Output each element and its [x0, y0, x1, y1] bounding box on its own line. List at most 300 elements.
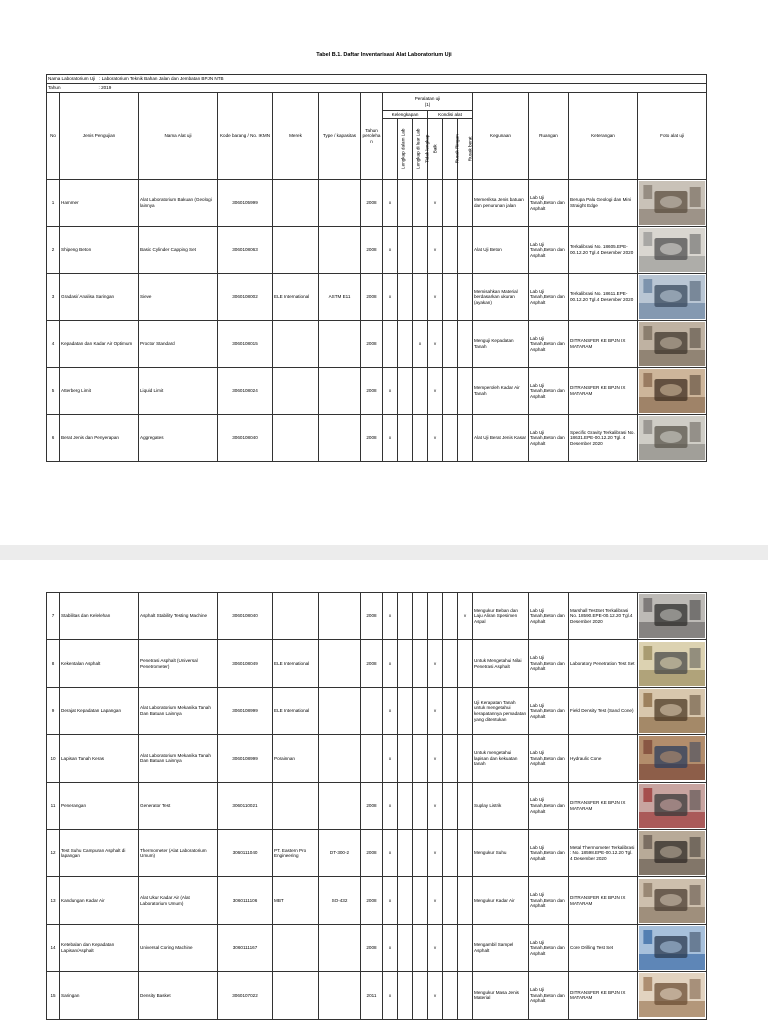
- lengkap-lab-cell: x: [383, 274, 398, 321]
- rusak-berat-cell: [458, 180, 473, 227]
- row-number: 14: [47, 924, 60, 971]
- photo-cell: [638, 924, 707, 971]
- header-tahun: Tahun perolehan: [361, 93, 383, 180]
- tahun-cell: 2008: [361, 877, 383, 924]
- kegunaan-cell: Suplay Listrik: [473, 782, 529, 829]
- jenis-pengujian-cell: Kekentalan Asphalt: [60, 640, 139, 687]
- sieve-photo: [639, 275, 705, 319]
- nama-alat-cell: Generator Test: [139, 782, 218, 829]
- baik-cell: [428, 593, 443, 640]
- rusak-ringan-cell: [443, 782, 458, 829]
- keterangan-cell: Core Drilling Test Set: [569, 924, 638, 971]
- header-kode-barang: Kode barang / No. IKMN: [218, 93, 273, 180]
- photo-cell: [638, 829, 707, 876]
- kode-barang-cell: 3060108002: [218, 274, 273, 321]
- type-cell: [319, 735, 361, 782]
- tidak-lengkap-cell: x: [413, 321, 428, 368]
- nama-alat-cell: Sieve: [139, 274, 218, 321]
- nama-alat-cell: Universal Coring Machine: [139, 924, 218, 971]
- lengkap-lab-cell: [383, 321, 398, 368]
- kegunaan-cell: Memperoleh Kadar Air Tanah: [473, 368, 529, 415]
- specific-gravity-photo: [639, 416, 705, 460]
- kode-barang-cell: 3060105999: [218, 180, 273, 227]
- lengkap-lab-cell: x: [383, 782, 398, 829]
- tidak-lengkap-cell: [413, 415, 428, 462]
- ruangan-cell: Lab Uji Tanah,Beton dan Asphalt: [529, 180, 569, 227]
- baik-cell: v: [428, 924, 443, 971]
- keterangan-cell: DITRANSFER KE BPJN IX MATARAM: [569, 972, 638, 1019]
- rusak-berat-cell: [458, 687, 473, 734]
- lengkap-lab-cell: x: [383, 415, 398, 462]
- rusak-berat-cell: [458, 924, 473, 971]
- kode-barang-cell: 3060108024: [218, 368, 273, 415]
- table-row: [47, 972, 707, 1019]
- lengkap-lab-cell: x: [383, 227, 398, 274]
- header-foto: Foto alat uji: [638, 93, 707, 180]
- hydraulic-cone-photo: [639, 736, 705, 780]
- table-row: [47, 227, 707, 274]
- lengkap-lab-cell: x: [383, 180, 398, 227]
- rusak-ringan-cell: [443, 972, 458, 1019]
- header-peralatan-uji: Peralatan uji (1): [383, 93, 473, 111]
- jenis-pengujian-cell: Kepadatan dan Kadar Air Optimum: [60, 321, 139, 368]
- lengkap-luar-cell: [398, 640, 413, 687]
- table-row: [47, 924, 707, 971]
- inventory-table-page-1: [46, 74, 707, 462]
- header-type: Type / kapasitas: [319, 93, 361, 180]
- header-keterangan: Keterangan: [569, 93, 638, 180]
- jenis-pengujian-cell: Test Suhu Campuran Asphalt di lapangan: [60, 829, 139, 876]
- merek-cell: [273, 180, 319, 227]
- merek-cell: [273, 593, 319, 640]
- photo-cell: [638, 415, 707, 462]
- kegunaan-cell: Alat Uji Berat Jenis Kasar: [473, 415, 529, 462]
- nama-alat-cell: Penetrasi Asphalt (Universal Penetrometer): [139, 640, 218, 687]
- rusak-ringan-cell: [443, 735, 458, 782]
- header-rusak-berat: Rusak berat: [458, 119, 473, 180]
- ruangan-cell: Lab Uji Tanah,Beton dan Asphalt: [529, 640, 569, 687]
- jenis-pengujian-cell: Derajat Kepadatan Lapangan: [60, 687, 139, 734]
- ruangan-cell: Lab Uji Tanah,Beton dan Asphalt: [529, 415, 569, 462]
- tidak-lengkap-cell: [413, 924, 428, 971]
- photo-cell: [638, 782, 707, 829]
- jenis-pengujian-cell: Shipeng Beton: [60, 227, 139, 274]
- rusak-berat-cell: v: [458, 593, 473, 640]
- keterangan-cell: Hydraulic Cone: [569, 735, 638, 782]
- row-number: 13: [47, 877, 60, 924]
- type-cell: [319, 782, 361, 829]
- lengkap-luar-cell: [398, 782, 413, 829]
- ruangan-cell: Lab Uji Tanah,Beton dan Asphalt: [529, 972, 569, 1019]
- ruangan-cell: Lab Uji Tanah,Beton dan Asphalt: [529, 877, 569, 924]
- baik-cell: v: [428, 782, 443, 829]
- tidak-lengkap-cell: [413, 829, 428, 876]
- row-number: 3: [47, 274, 60, 321]
- nama-alat-cell: Alat Ukur Kadar Air (Alat Laboratorium Umum): [139, 877, 218, 924]
- rusak-ringan-cell: [443, 877, 458, 924]
- rusak-ringan-cell: [443, 180, 458, 227]
- jenis-pengujian-cell: Kandungan Kadar Air: [60, 877, 139, 924]
- ruangan-cell: Lab Uji Tanah,Beton dan Asphalt: [529, 593, 569, 640]
- rusak-ringan-cell: [443, 924, 458, 971]
- rusak-berat-cell: [458, 368, 473, 415]
- kegunaan-cell: Memeriksa Jenis batuan dan penurunan jalan: [473, 180, 529, 227]
- header-kondisi: Kondisi alat: [428, 111, 473, 119]
- ruangan-cell: Lab Uji Tanah,Beton dan Asphalt: [529, 829, 569, 876]
- lengkap-lab-cell: x: [383, 829, 398, 876]
- lengkap-lab-cell: x: [383, 368, 398, 415]
- jenis-pengujian-cell: Penerangan: [60, 782, 139, 829]
- nama-alat-cell: Liquid Limit: [139, 368, 218, 415]
- merek-cell: [273, 415, 319, 462]
- jenis-pengujian-cell: Gradasi/ Analisa Saringan: [60, 274, 139, 321]
- kode-barang-cell: 3060108999: [218, 735, 273, 782]
- merek-cell: [273, 782, 319, 829]
- lengkap-luar-cell: [398, 227, 413, 274]
- tahun-cell: 2008: [361, 227, 383, 274]
- marshall-photo: [639, 594, 705, 638]
- type-cell: [319, 972, 361, 1019]
- capping-set-photo: [639, 228, 705, 272]
- ruangan-cell: Lab Uji Tanah,Beton dan Asphalt: [529, 687, 569, 734]
- lengkap-luar-cell: [398, 687, 413, 734]
- rusak-ringan-cell: [443, 687, 458, 734]
- baik-cell: v: [428, 415, 443, 462]
- keterangan-cell: Metal Thermometer Terkalibrasi : No. 18598.EPE-00.12.20 Tgl. 4 Desember 2020: [569, 829, 638, 876]
- ruangan-cell: Lab Uji Tanah,Beton dan Asphalt: [529, 368, 569, 415]
- row-number: 2: [47, 227, 60, 274]
- rusak-berat-cell: [458, 829, 473, 876]
- kode-barang-cell: 3060108049: [218, 640, 273, 687]
- tidak-lengkap-cell: [413, 687, 428, 734]
- tahun-cell: 2008: [361, 924, 383, 971]
- jenis-pengujian-cell: Ketebalan dan Kepadatan Lapisan/Asphalt: [60, 924, 139, 971]
- photo-cell: [638, 687, 707, 734]
- keterangan-cell: Berupa Palu Geologi dan Mini Straight Edge: [569, 180, 638, 227]
- tidak-lengkap-cell: [413, 877, 428, 924]
- baik-cell: v: [428, 829, 443, 876]
- rusak-ringan-cell: [443, 227, 458, 274]
- merek-cell: [273, 321, 319, 368]
- table-row: [47, 321, 707, 368]
- photo-cell: [638, 227, 707, 274]
- row-number: 5: [47, 368, 60, 415]
- tidak-lengkap-cell: [413, 368, 428, 415]
- tahun-cell: 2008: [361, 829, 383, 876]
- rusak-ringan-cell: [443, 274, 458, 321]
- tidak-lengkap-cell: [413, 593, 428, 640]
- tahun-cell: 2008: [361, 274, 383, 321]
- type-cell: [319, 415, 361, 462]
- type-cell: [319, 321, 361, 368]
- kegunaan-cell: Mengambil Sampel Asphalt: [473, 924, 529, 971]
- lab-value: : Laboratorium Teknik Bahan Jalan dan Jembatan BPJN NTB: [99, 76, 224, 82]
- kegunaan-cell: Mengukur Suhu: [473, 829, 529, 876]
- lengkap-luar-cell: [398, 368, 413, 415]
- table-row: [47, 640, 707, 687]
- keterangan-cell: Specific Gravity Terkalibrasi No. 18631.EPE-00.12.20 Tgl. 4 Desember 2020: [569, 415, 638, 462]
- kode-barang-cell: 3060111040: [218, 829, 273, 876]
- row-number: 7: [47, 593, 60, 640]
- tidak-lengkap-cell: [413, 180, 428, 227]
- header-nama-alat: Nama Alat uji: [139, 93, 218, 180]
- kode-barang-cell: 3060108999: [218, 687, 273, 734]
- tahun-cell: [361, 735, 383, 782]
- baik-cell: v: [428, 321, 443, 368]
- moisture-meter-photo: [639, 879, 705, 923]
- liquid-limit-photo: [639, 369, 705, 413]
- keterangan-cell: Terkalibrasi No. 18611.EPE-00.12.20 Tgl.4 Desember 2020: [569, 274, 638, 321]
- baik-cell: v: [428, 180, 443, 227]
- type-cell: DT-300-2: [319, 829, 361, 876]
- baik-cell: v: [428, 368, 443, 415]
- photo-cell: [638, 640, 707, 687]
- kode-barang-cell: 3060111167: [218, 924, 273, 971]
- rusak-berat-cell: [458, 735, 473, 782]
- lengkap-lab-cell: x: [383, 972, 398, 1019]
- ruangan-cell: Lab Uji Tanah,Beton dan Asphalt: [529, 735, 569, 782]
- merek-cell: ELE International: [273, 274, 319, 321]
- table-row: [47, 877, 707, 924]
- baik-cell: v: [428, 687, 443, 734]
- rusak-ringan-cell: [443, 321, 458, 368]
- keterangan-cell: Laboratory Penetration Test Set: [569, 640, 638, 687]
- kegunaan-cell: Mengukur Masa Jenis Material: [473, 972, 529, 1019]
- keterangan-cell: Field Density Test (Sand Cone): [569, 687, 638, 734]
- lengkap-luar-cell: [398, 924, 413, 971]
- type-cell: [319, 924, 361, 971]
- baik-cell: v: [428, 274, 443, 321]
- tahun-cell: 2008: [361, 782, 383, 829]
- jenis-pengujian-cell: Stabilitas dan Kelelehan: [60, 593, 139, 640]
- tidak-lengkap-cell: [413, 274, 428, 321]
- jenis-pengujian-cell: Berat Jenis dan Penyerapan: [60, 415, 139, 462]
- merek-cell: ELE International: [273, 687, 319, 734]
- kode-barang-cell: 3060108015: [218, 321, 273, 368]
- header-kegunaan: Kegunaan: [473, 93, 529, 180]
- tahun-cell: [361, 687, 383, 734]
- tidak-lengkap-cell: [413, 782, 428, 829]
- kegunaan-cell: Memisahkan Material berdasarkan ukuran (ayakan): [473, 274, 529, 321]
- header-lengkap-luar: Lengkap di luar Lab: [398, 119, 413, 180]
- lengkap-lab-cell: x: [383, 593, 398, 640]
- lab-info-row: [47, 75, 707, 84]
- nama-alat-cell: Proctor Standard: [139, 321, 218, 368]
- jenis-pengujian-cell: Lapisan Tanah Keras: [60, 735, 139, 782]
- tidak-lengkap-cell: [413, 640, 428, 687]
- table-row: [47, 274, 707, 321]
- kegunaan-cell: Untuk Mengetahui Nilai Penetrasi Asphalt: [473, 640, 529, 687]
- lengkap-lab-cell: x: [383, 687, 398, 734]
- photo-cell: [638, 877, 707, 924]
- lengkap-luar-cell: [398, 415, 413, 462]
- tahun-cell: 2008: [361, 321, 383, 368]
- table-row: [47, 593, 707, 640]
- nama-alat-cell: Aggregates: [139, 415, 218, 462]
- type-cell: [319, 687, 361, 734]
- merek-cell: [273, 924, 319, 971]
- rusak-berat-cell: [458, 782, 473, 829]
- table-row: [47, 180, 707, 227]
- kegunaan-cell: Menguji Kepadatan Tanah: [473, 321, 529, 368]
- photo-cell: [638, 274, 707, 321]
- tidak-lengkap-cell: [413, 735, 428, 782]
- lengkap-luar-cell: [398, 593, 413, 640]
- inventory-table-page-2: [46, 592, 707, 1020]
- header-baik: Baik: [428, 119, 443, 180]
- kode-barang-cell: 3060108040: [218, 415, 273, 462]
- merek-cell: Porainnan: [273, 735, 319, 782]
- jenis-pengujian-cell: Saringan: [60, 972, 139, 1019]
- rusak-berat-cell: [458, 227, 473, 274]
- merek-cell: [273, 368, 319, 415]
- year-label: Tahun: [48, 85, 61, 91]
- nama-alat-cell: Density Basket: [139, 972, 218, 1019]
- table-row: [47, 829, 707, 876]
- type-cell: [319, 368, 361, 415]
- lengkap-luar-cell: [398, 180, 413, 227]
- header-tidak-lengkap: Tidak lengkap: [413, 119, 428, 180]
- rusak-ringan-cell: [443, 640, 458, 687]
- lengkap-luar-cell: [398, 877, 413, 924]
- header-rusak-ringan: Rusak Ringan: [443, 119, 458, 180]
- keterangan-cell: Terkalibrasi No. 18605.EPE-00.12.20 Tgl.4 Desember 2020: [569, 227, 638, 274]
- nama-alat-cell: Alat Laboratorium Mekanika Tanah Dan Batuan Lainnya: [139, 687, 218, 734]
- lengkap-lab-cell: x: [383, 924, 398, 971]
- type-cell: ASTM E11: [319, 274, 361, 321]
- tahun-cell: 2011: [361, 972, 383, 1019]
- row-number: 4: [47, 321, 60, 368]
- merek-cell: [273, 227, 319, 274]
- document-page-2: [0, 560, 768, 1024]
- jenis-pengujian-cell: Hammer: [60, 180, 139, 227]
- tahun-cell: 2008: [361, 415, 383, 462]
- lab-label: Nama Laboratorium Uji: [48, 76, 96, 82]
- kode-barang-cell: 3060110021: [218, 782, 273, 829]
- rusak-berat-cell: [458, 640, 473, 687]
- kode-barang-cell: 3060111106: [218, 877, 273, 924]
- photo-cell: [638, 735, 707, 782]
- type-cell: SO-432: [319, 877, 361, 924]
- kode-barang-cell: 3060107022: [218, 972, 273, 1019]
- lengkap-luar-cell: [398, 829, 413, 876]
- row-number: 9: [47, 687, 60, 734]
- ruangan-cell: Lab Uji Tanah,Beton dan Asphalt: [529, 274, 569, 321]
- row-number: 8: [47, 640, 60, 687]
- lengkap-luar-cell: [398, 735, 413, 782]
- baik-cell: v: [428, 972, 443, 1019]
- lengkap-lab-cell: x: [383, 735, 398, 782]
- tahun-cell: 2008: [361, 593, 383, 640]
- row-number: 1: [47, 180, 60, 227]
- type-cell: [319, 227, 361, 274]
- keterangan-cell: DITRANSFER KE BPJN IX MATARAM: [569, 321, 638, 368]
- photo-cell: [638, 593, 707, 640]
- type-cell: [319, 640, 361, 687]
- table-row: [47, 782, 707, 829]
- photo-cell: [638, 321, 707, 368]
- nama-alat-cell: Thermometer (Alat Laboratorium Umum): [139, 829, 218, 876]
- row-number: 6: [47, 415, 60, 462]
- header-ruangan: Ruangan: [529, 93, 569, 180]
- header-kelengkapan: Kelengkapan: [383, 111, 428, 119]
- baik-cell: v: [428, 735, 443, 782]
- kegunaan-cell: Mengukur Kadar Air: [473, 877, 529, 924]
- header-merek: Merek: [273, 93, 319, 180]
- type-cell: [319, 593, 361, 640]
- lengkap-luar-cell: [398, 274, 413, 321]
- type-cell: [319, 180, 361, 227]
- tahun-cell: 2008: [361, 180, 383, 227]
- table-row: [47, 735, 707, 782]
- rusak-berat-cell: [458, 972, 473, 1019]
- table-row: [47, 687, 707, 734]
- nama-alat-cell: Alat Laboratorium Mekanika Tanah Dan Batuan Lainnya: [139, 735, 218, 782]
- keterangan-cell: DITRANSFER KE BPJN IX MATARAM: [569, 782, 638, 829]
- ruangan-cell: Lab Uji Tanah,Beton dan Asphalt: [529, 924, 569, 971]
- rusak-ringan-cell: [443, 593, 458, 640]
- penetrometer-photo: [639, 642, 705, 686]
- rusak-berat-cell: [458, 321, 473, 368]
- row-number: 10: [47, 735, 60, 782]
- tahun-cell: 2008: [361, 640, 383, 687]
- kode-barang-cell: 3060108063: [218, 227, 273, 274]
- rusak-ringan-cell: [443, 415, 458, 462]
- table-title: Tabel B.1. Daftar Inventarisasi Alat Laboratorium Uji: [316, 52, 452, 58]
- keterangan-cell: DITRANSFER KE BPJN IX MATARAM: [569, 877, 638, 924]
- row-number: 12: [47, 829, 60, 876]
- keterangan-cell: Marshall TestSet Terkalibrasi No. 18590.EPE-00.12.20 Tgl.4 Desember 2020: [569, 593, 638, 640]
- rusak-berat-cell: [458, 415, 473, 462]
- lengkap-lab-cell: x: [383, 877, 398, 924]
- rusak-berat-cell: [458, 877, 473, 924]
- header-lengkap-lab: Lengkap dalam Lab: [383, 119, 398, 180]
- ruangan-cell: Lab Uji Tanah,Beton dan Asphalt: [529, 227, 569, 274]
- kegunaan-cell: Alat Uji Beton: [473, 227, 529, 274]
- baik-cell: v: [428, 877, 443, 924]
- row-number: 15: [47, 972, 60, 1019]
- row-number: 11: [47, 782, 60, 829]
- header-no: No: [47, 93, 60, 180]
- keterangan-cell: DITRANSFER KE BPJN IX MATARAM: [569, 368, 638, 415]
- coring-machine-photo: [639, 926, 705, 970]
- ruangan-cell: Lab Uji Tanah,Beton dan Asphalt: [529, 321, 569, 368]
- table-row: [47, 368, 707, 415]
- lengkap-luar-cell: [398, 321, 413, 368]
- photo-cell: [638, 368, 707, 415]
- lengkap-lab-cell: x: [383, 640, 398, 687]
- sand-cone-photo: [639, 689, 705, 733]
- merek-cell: MBT: [273, 877, 319, 924]
- ruangan-cell: Lab Uji Tanah,Beton dan Asphalt: [529, 782, 569, 829]
- nama-alat-cell: Alat Laboratorium Bakuan (Geologi lainnya: [139, 180, 218, 227]
- merek-cell: PT. Eastern Pro Engineering: [273, 829, 319, 876]
- proctor-photo: [639, 322, 705, 366]
- baik-cell: v: [428, 227, 443, 274]
- tidak-lengkap-cell: [413, 972, 428, 1019]
- year-value: : 2019: [98, 85, 112, 91]
- header-jenis-pengujian: Jenis Pengujian: [60, 93, 139, 180]
- hammer-photo: [639, 181, 705, 225]
- generator-photo: [639, 784, 705, 828]
- header-row-1: [47, 93, 707, 111]
- photo-cell: [638, 180, 707, 227]
- tahun-cell: 2008: [361, 368, 383, 415]
- kegunaan-cell: Untuk mengetahui lapisan dan kekuatan tanah: [473, 735, 529, 782]
- nama-alat-cell: Basic Cylinder Capping Set: [139, 227, 218, 274]
- lengkap-luar-cell: [398, 972, 413, 1019]
- baik-cell: v: [428, 640, 443, 687]
